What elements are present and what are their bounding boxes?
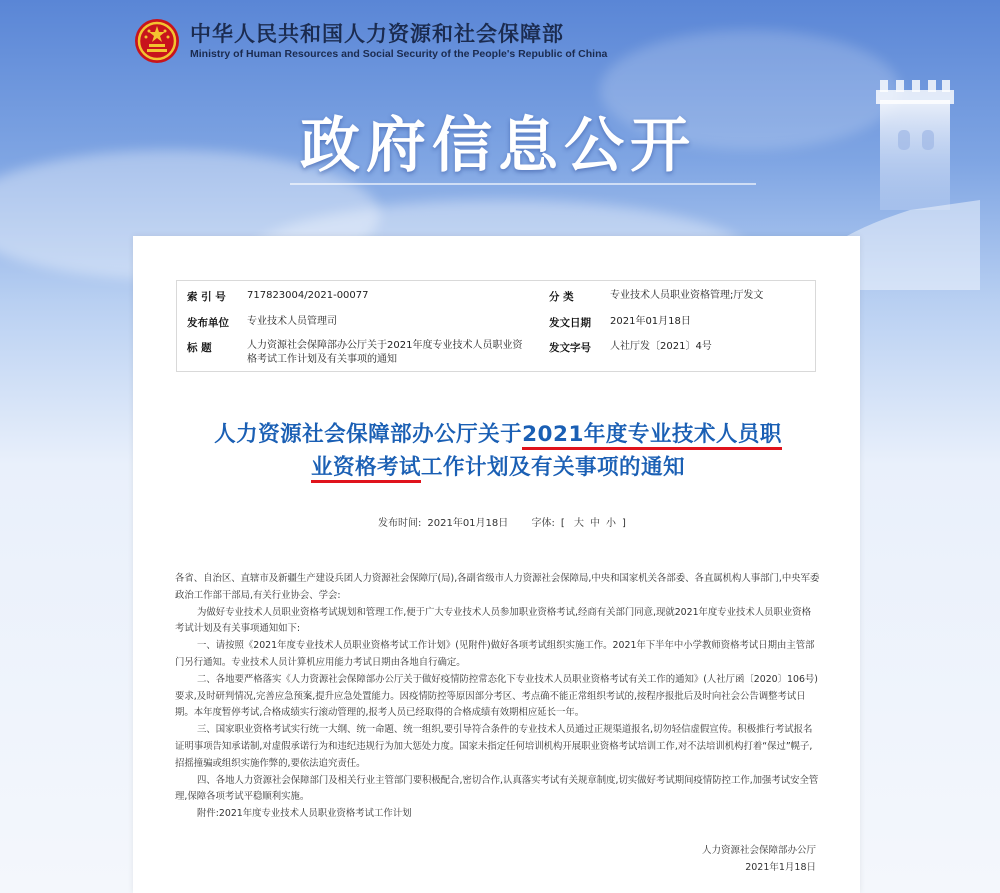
meta-label-publisher: 发布单位 xyxy=(187,317,229,329)
attachment-link[interactable]: 附件:2021年度专业技术人员职业资格考试工作计划 xyxy=(197,808,412,820)
font-size-large-link[interactable]: 大 xyxy=(573,518,584,529)
paragraph-item-3: 三、国家职业资格考试实行统一大纲、统一命题、统一组织,要引导符合条件的专业技术人员通过正规渠道报名,切勿轻信虚假宣传。积极推行考试报名证明事项告知承诺制,对虚假承诺行为和违纪违规行为加大惩处力度。国家未指定任何培训机构开展职业资格考试培训工作,对不法培训机构打着“保过”幌子,招摇撞骗或组织实施作弊的,要依法追究责任。 xyxy=(175,724,813,769)
ministry-logo-block[interactable] xyxy=(134,18,607,64)
meta-value-docno: 人社厅发〔2021〕4号 xyxy=(610,341,712,352)
banner-divider xyxy=(290,183,756,185)
paragraph-item-1: 一、请按照《2021年度专业技术人员职业资格考试工作计划》(见附件)做好各项考试组织实施工作。2021年下半年中小学教师资格考试日期由主管部门另行通知。专业技术人员计算机应用能力考试日期由各地自行确定。 xyxy=(175,640,815,668)
meta-label-docno: 发文字号 xyxy=(549,342,591,354)
meta-value-date: 2021年01月18日 xyxy=(610,316,691,327)
signature-date: 2021年1月18日 xyxy=(745,862,816,873)
document-body xyxy=(175,571,820,823)
publish-date: 2021年01月18日 xyxy=(427,518,509,529)
title-text: 工作计划及有关事项的通知 xyxy=(421,455,686,480)
national-emblem-icon xyxy=(134,18,180,64)
font-size-medium-link[interactable]: 中 xyxy=(589,518,600,529)
document-meta-table xyxy=(176,280,816,372)
meta-label-index: 索 引 号 xyxy=(187,291,226,303)
meta-value-index: 717823004/2021-00077 xyxy=(247,290,369,301)
paragraph-item-4: 四、各地人力资源社会保障部门及相关行业主管部门要积极配合,密切合作,认真落实考试有关规章制度,切实做好考试期间疫情防控工作,加强考试安全管理,保障各项考试平稳顺利实施。 xyxy=(175,774,819,803)
title-text: 人力资源社会保障部办公厅关于 xyxy=(214,422,523,447)
font-bracket-open: [ xyxy=(560,518,565,529)
document-panel xyxy=(133,236,860,893)
meta-label-subject: 标 题 xyxy=(187,342,212,354)
meta-label-category: 分 类 xyxy=(549,291,574,303)
meta-value-subject-line2: 格考试工作计划及有关事项的通知 xyxy=(247,354,397,365)
document-title xyxy=(173,418,823,484)
ministry-name-cn: 中华人民共和国人力资源和社会保障部 xyxy=(190,22,564,46)
signature-org: 人力资源社会保障部办公厅 xyxy=(701,845,816,856)
font-size-label: 字体: xyxy=(531,518,555,529)
paragraph-intro: 为做好专业技术人员职业资格考试规划和管理工作,便于广大专业技术人员参加职业资格考试,经商有关部门同意,现就2021年度专业技术人员职业资格考试计划及有关事项通知如下: xyxy=(175,606,812,635)
meta-value-category: 专业技术人员职业资格管理;厅发文 xyxy=(610,290,764,301)
meta-row xyxy=(177,312,815,334)
paragraph-item-2: 二、各地要严格落实《人力资源社会保障部办公厅关于做好疫情防控常态化下专业技术人员职业资格考试有关工作的通知》(人社厅函〔2020〕106号)要求,及时研判情况,完善应急预案,提升应急处置能力。因疫情防控等原因部分考区、考点确不能正常组织考试的,按程序报批后及时向社会公告调整考试日期。本年度暂停考试,合格成绩实行滚动管理的,报考人员已经取得的合格成绩有效期相应延长一年。 xyxy=(175,673,818,719)
meta-row xyxy=(177,337,815,369)
ministry-name-en: Ministry of Human Resources and Social Security of the People's Republic of China xyxy=(190,48,608,60)
document-signature xyxy=(702,842,816,876)
title-text-underlined: 业资格考试 xyxy=(311,455,421,483)
font-bracket-close: ] xyxy=(621,518,626,529)
meta-label-date: 发文日期 xyxy=(549,317,591,329)
publish-info xyxy=(378,514,632,529)
publish-label: 发布时间: xyxy=(378,518,422,529)
meta-value-publisher: 专业技术人员管理司 xyxy=(247,316,337,327)
meta-row xyxy=(177,286,815,308)
meta-value-subject-line1: 人力资源社会保障部办公厅关于2021年度专业技术人员职业资 xyxy=(247,340,523,351)
font-size-small-link[interactable]: 小 xyxy=(605,518,616,529)
title-text-underlined: 2021年度专业技术人员职 xyxy=(522,422,782,450)
banner-title: 政府信息公开 xyxy=(300,111,696,181)
paragraph-greeting: 各省、自治区、直辖市及新疆生产建设兵团人力资源社会保障厅(局),各副省级市人力资源社会保障局,中央和国家机关各部委、各直属机构人事部门,中央军委政治工作部干部局,有关行业协会、学会: xyxy=(175,573,820,601)
